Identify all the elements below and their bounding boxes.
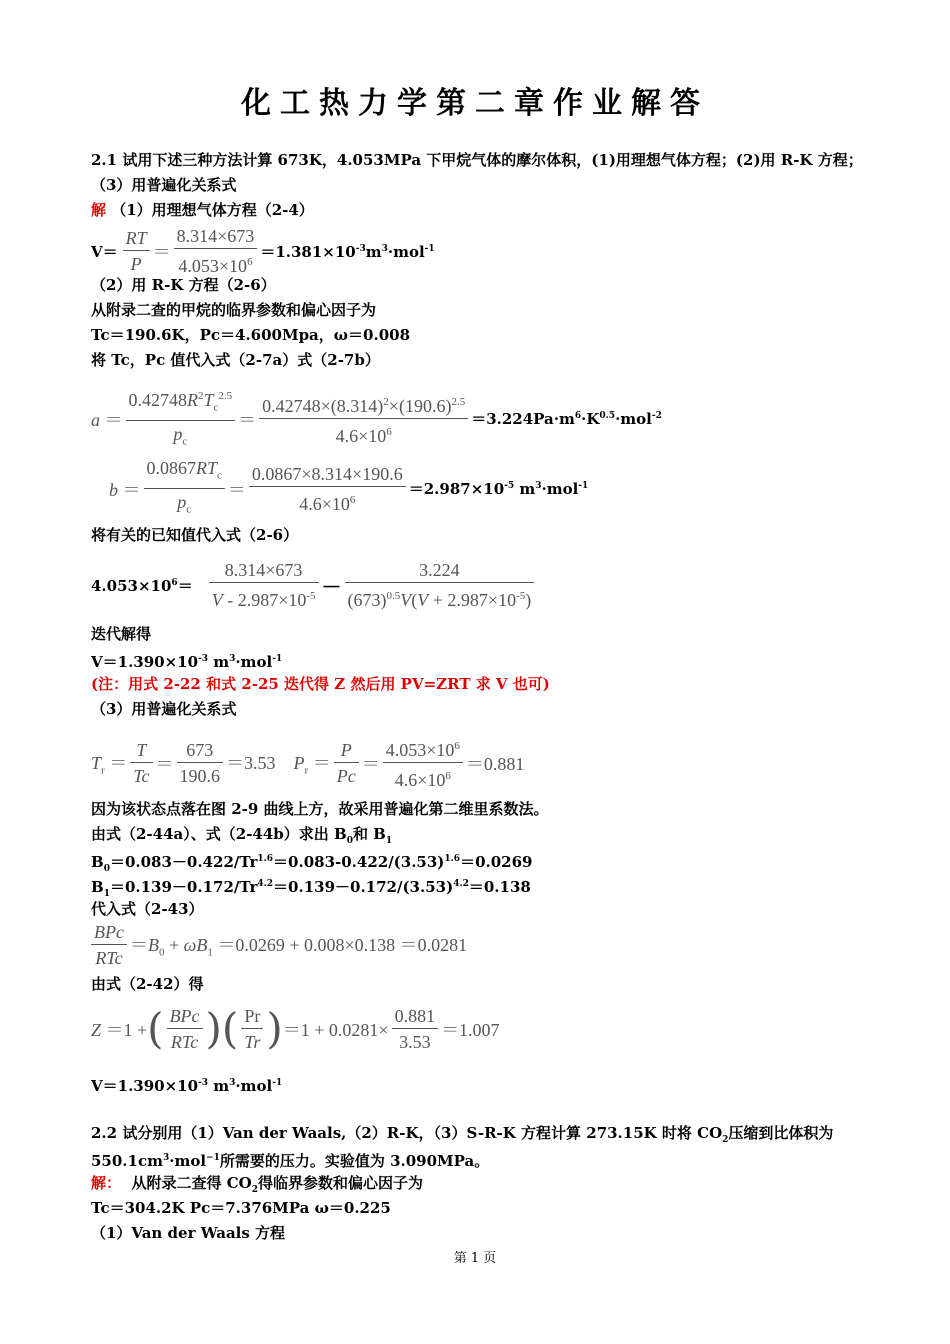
rk-a-result: ＝3.224Pa·m [471,410,575,429]
solution-step-1 [91,200,314,220]
van-der-waals-step: （1）Van der Waals 方程 [91,1224,286,1242]
ideal-gas-formula: V＝ $\frac{RT}{P}$ ＝ $\frac{8.314\times 673}{4.053\times 10^6}$ $=1.381\times 10^{-3}m^3\cdot mol^{-1}$ [91,226,435,276]
page-number: 第 1 页 [453,1251,497,1266]
problem-2-1-statement: 2.1 试用下述三种方法计算 673K，4.053MPa 下甲烷气体的摩尔体积，(1)用理想气体方程；(2)用 R-K 方程； [91,151,863,169]
rk-volume-result: $V=1.390\times 10^{-3}$ $m^3\cdot mol^{-1}$ [91,653,283,671]
virial-method-note: 因为该状态点落在图 2-9 曲线上方，故采用普遍化第二维里系数法。 [91,800,549,818]
substitute-note: 将 Tc，Pc 值代入式（2-7a）式（2-7b） [91,351,380,369]
substitute-2-43: 代入式（2-43） [91,900,204,918]
final-volume: $V=1.390\times 10^{-3}$ $m^3\cdot mol^{-1}$ [91,1077,283,1095]
iteration-note: 迭代解得 [91,625,152,643]
rk-b-result: ＝2.987×10 [408,480,505,499]
solution-step-3: （3）用普遍化关系式 [91,700,237,718]
problem-2-1-statement-cont: （3）用普遍化关系式 [91,176,237,194]
b0-calculation: $B_0=0.083-0.422/Tr^{1.6}=0.083-0.422/(3.53)^{1.6}=0.0269$ [91,853,533,874]
substitute-rk: 将有关的已知值代入式（2-6） [91,526,299,544]
step-text: （1）用理想气体方程（2-4） [111,201,314,219]
solution-label: 解 [91,201,107,219]
problem-2-2-statement-cont: $550.1cm^3\cdot mol^{-1}$所需要的压力。实验值为 3.090MPa。 [91,1152,490,1170]
solution-step-2: （2）用 R-K 方程（2-6） [91,276,276,294]
reduced-params-formula: $T_r$ ＝ $\frac{T}{Tc}$ ＝ $\frac{673}{190.6}$ ＝3.53 $P_r$ ＝ $\frac{P}{Pc}$ ＝ $\frac{4.053\times 10^6}{4.6\times 10^6}$ ＝0.881 [91,736,524,790]
critical-params: Tc＝190.6K，Pc＝4.600Mpa，ω＝0.008 [91,326,411,344]
red-note: (注：用式 2-22 和式 2-25 迭代得 Z 然后用 PV=ZRT 求 V 也可) [91,675,550,693]
ideal-volume-result: ＝1.381×10 [260,242,356,261]
b0-b1-intro: 由式（2-44a）、式（2-44b）求出 $B_0$和 $B_1$ [91,825,393,846]
co2-critical-params: Tc＝304.2K Pc＝7.376MPa ω＝0.225 [91,1199,391,1217]
critical-params-intro: 从附录二查的甲烷的临界参数和偏心因子为 [91,301,377,319]
rk-b-formula: b ＝ $\frac{0.0867RT_c}{p_c}$ ＝ $\frac{0.0867\times 8.314\times 190.6}{4.6\times 10^6}$ $=2.987\times 10^{-5}$ $m^3\cdot mol^{-1}$ [109,458,589,516]
page-title: 化工热力学第二章作业解答 [241,86,709,121]
bpc-rtc-formula: $\frac{\text{BPc}}{\text{RTc}}$ $=B_0 + \omega B_1 =0.0269 + 0.008\times 0.138 =0.0281$ [91,922,467,968]
z-formula: Z ＝1 + ( $\frac{\text{BPc}}{\text{RTc}}$ )( $\frac{Pr}{Tr}$ ) ＝1 + 0.0281× $\frac{0.881}{3.53}$ ＝1.007 [91,1004,500,1053]
from-2-42: 由式（2-42）得 [91,975,204,993]
rk-equation: $4.053\times 10^6=$ $\frac{8.314\times 673}{V - 2.987\times 10^{-5}}$ － $\frac{3.224}{(673)^{0.5}V(V + 2.987\times 10^{-5})}$ [91,560,537,610]
rk-lhs: 4.053×10 [91,576,172,595]
problem-2-2-solution: 解： 从附录二查得 $CO_2$得临界参数和偏心因子为 [91,1174,423,1195]
rk-a-formula: a ＝ $\frac{0.42748R^2T_c^{2.5}}{p_c}$ ＝ $\frac{0.42748\times(8.314)^2\times(190.6)^{2.5}}{4.6\times 10^6}$ $=3.224Pa\cdot m^6\cdot K^{0.5}\cdot mol^{-2}$ [91,386,662,451]
problem-2-2-statement: 2.2 试分别用（1）Van der Waals,（2）R-K，（3）S-R-K 方程计算 273.15K 时将 $CO_2$压缩到比体积为 [91,1124,834,1145]
b1-calculation: $B_1=0.139-0.172/Tr^{4.2}=0.139-0.172/(3.53)^{4.2}=0.138$ [91,878,531,899]
